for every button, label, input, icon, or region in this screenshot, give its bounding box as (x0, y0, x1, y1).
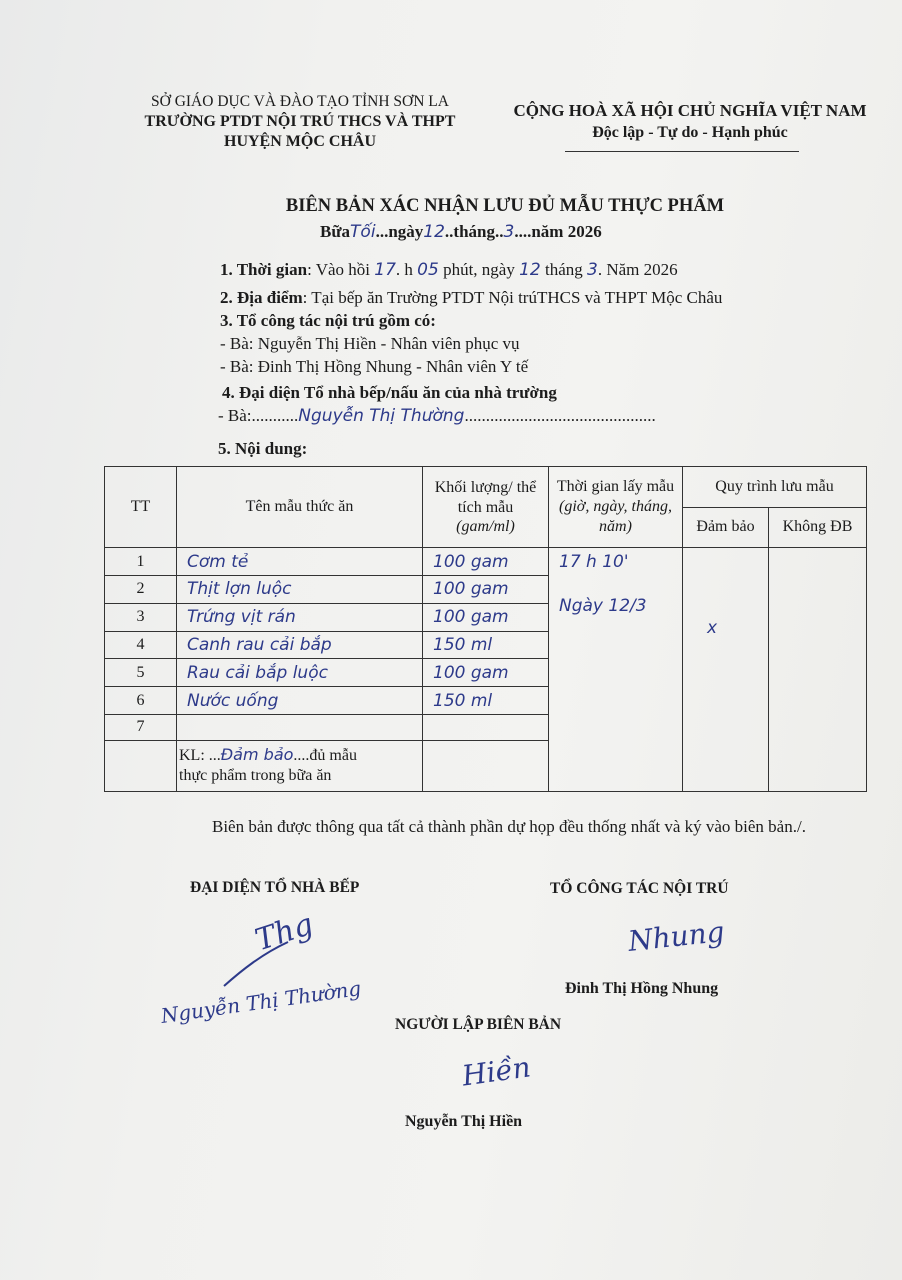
food-sample-table (104, 466, 867, 792)
time-month: 3 (587, 260, 598, 280)
meal-value: Tối (350, 222, 376, 242)
month-label: tháng (544, 260, 583, 279)
writer-signature: Hiền (460, 1050, 533, 1093)
conclusion-cell (177, 740, 423, 791)
row-tt: 1 (105, 548, 177, 576)
kitchen-rep-dots: ............................................. (464, 406, 656, 425)
team-label-text: 3. Tổ công tác nội trú gồm có: (220, 311, 436, 330)
header-time-format: (giờ, ngày, tháng, năm) (559, 498, 672, 536)
header-weight (423, 467, 549, 548)
kl-line2: thực phẩm trong bữa ăn (179, 767, 332, 785)
kitchen-rep-name: Nguyễn Thị Thường (298, 406, 465, 426)
row-food-name: Cơm tẻ (177, 548, 423, 576)
district-name: HUYỆN MỘC CHÂU (224, 133, 376, 150)
content-label-text: 5. Nội dung: (218, 439, 308, 458)
row-amount: 100 gam (423, 603, 549, 631)
kitchen-rep-prefix: - Bà:........... (218, 406, 299, 425)
meal-label: Bữa (320, 222, 351, 241)
closing-paragraph: Biên bản được thông qua tất cả thành phần dự họp đều thống nhất và ký vào biên bản./. (212, 817, 806, 836)
section-location (220, 288, 722, 308)
kitchen-name-handwritten: Nguyễn Thị Thường (159, 976, 363, 1028)
header-time (549, 467, 683, 548)
team-member-2: - Bà: Đinh Thị Hồng Nhung - Nhân viên Y tế (220, 357, 529, 376)
sample-time-hour: 17 h 10' (559, 552, 629, 573)
section-team-label (220, 311, 436, 331)
document-title: BIÊN BẢN XÁC NHẬN LƯU ĐỦ MẪU THỰC PHẨM (285, 196, 725, 216)
minute-unit: phút, ngày (443, 260, 515, 279)
meal-date-line (320, 222, 602, 242)
row-tt: 6 (105, 687, 177, 715)
section-content-label (218, 439, 307, 459)
year-text: . Năm 2026 (597, 260, 678, 279)
team-member-1: - Bà: Nguyễn Thị Hiền - Nhân viên phục vụ (220, 334, 520, 353)
kitchen-label-text: 4. Đại diện Tổ nhà bếp/nấu ăn của nhà trường (222, 383, 557, 402)
ok-cell (683, 548, 769, 792)
school-name: TRƯỜNG PTDT NỘI TRÚ THCS VÀ THPT (144, 113, 456, 130)
row-tt: 2 (105, 576, 177, 604)
header-ok: Đảm bảo (683, 507, 769, 548)
header-process: Quy trình lưu mẫu (683, 467, 867, 508)
row-tt: 4 (105, 631, 177, 659)
day-label: ...ngày (375, 222, 424, 241)
hour-unit: . h (395, 260, 413, 279)
conclusion-amount-cell (423, 740, 549, 791)
row-food-name: Canh rau cải bắp (177, 631, 423, 659)
board-signature-title: TỔ CÔNG TÁC NỘI TRÚ (550, 880, 729, 897)
board-signature: Nhung (626, 915, 726, 958)
writer-signature-title: NGƯỜI LẬP BIÊN BẢN (395, 1016, 562, 1033)
national-motto: Độc lập - Tự do - Hạnh phúc (592, 124, 788, 141)
section-location-label: 2. Địa điểm (220, 288, 303, 307)
section-kitchen-label (222, 383, 557, 403)
row-amount: 100 gam (423, 548, 549, 576)
kitchen-representative (218, 406, 656, 426)
writer-name: Nguyễn Thị Hiền (405, 1113, 523, 1130)
row-amount: 100 gam (423, 659, 549, 687)
header-food-name: Tên mẫu thức ăn (177, 467, 423, 548)
sample-time-date: Ngày 12/3 (559, 596, 647, 617)
section-time-label: 1. Thời gian (220, 260, 308, 279)
row-food-name: Trứng vịt rán (177, 603, 423, 631)
time-day: 12 (519, 260, 541, 280)
agency-header (100, 92, 500, 152)
time-hour: 17 (374, 260, 396, 280)
kitchen-signature: Thg (251, 906, 318, 959)
sample-time-cell (549, 548, 683, 792)
header-not-ok: Không ĐB (769, 507, 867, 548)
row-amount: 150 ml (423, 631, 549, 659)
nation-name: CỘNG HOÀ XÃ HỘI CHỦ NGHĨA VIỆT NAM (513, 101, 867, 120)
month-value: 3 (503, 222, 515, 242)
department-name: SỞ GIÁO DỤC VÀ ĐÀO TẠO TỈNH SƠN LA (151, 93, 449, 110)
kl-suffix: ....đủ mẫu (293, 747, 357, 765)
header-tt: TT (105, 467, 177, 548)
day-value: 12 (423, 222, 445, 242)
row-amount: 100 gam (423, 576, 549, 604)
row-food-name: Thịt lợn luộc (177, 576, 423, 604)
row-food-name (177, 714, 423, 740)
row-tt: 7 (105, 714, 177, 740)
row-tt: 5 (105, 659, 177, 687)
location-text: : Tại bếp ăn Trường PTDT Nội trúTHCS và THPT Mộc Châu (302, 288, 723, 307)
ok-mark: x (707, 618, 718, 639)
row-tt: 3 (105, 603, 177, 631)
time-minute: 05 (417, 260, 439, 280)
time-text: : Vào hồi (307, 260, 371, 279)
header-weight-unit: (gam/ml) (456, 518, 515, 536)
year-label: ....năm 2026 (514, 222, 602, 241)
header-weight-text: Khối lượng/ thể tích mẫu (434, 479, 537, 517)
motto-underline (565, 151, 799, 152)
kl-value: Đảm bảo (220, 745, 294, 765)
header-time-text: Thời gian lấy mẫu (556, 478, 675, 496)
section-time (220, 260, 678, 280)
row-food-name: Rau cải bắp luộc (177, 659, 423, 687)
kitchen-signature-stroke (222, 940, 292, 990)
kl-prefix: KL: ... (179, 747, 221, 765)
row-food-name: Nước uống (177, 687, 423, 715)
not-ok-cell (769, 548, 867, 792)
month-label: ..tháng.. (444, 222, 504, 241)
kitchen-signature-title: ĐẠI DIỆN TỔ NHÀ BẾP (190, 879, 360, 896)
national-header (505, 100, 875, 144)
row-amount: 150 ml (423, 687, 549, 715)
row-amount (423, 714, 549, 740)
board-signer-name: Đinh Thị Hồng Nhung (565, 980, 719, 997)
conclusion-tt-cell (105, 740, 177, 791)
